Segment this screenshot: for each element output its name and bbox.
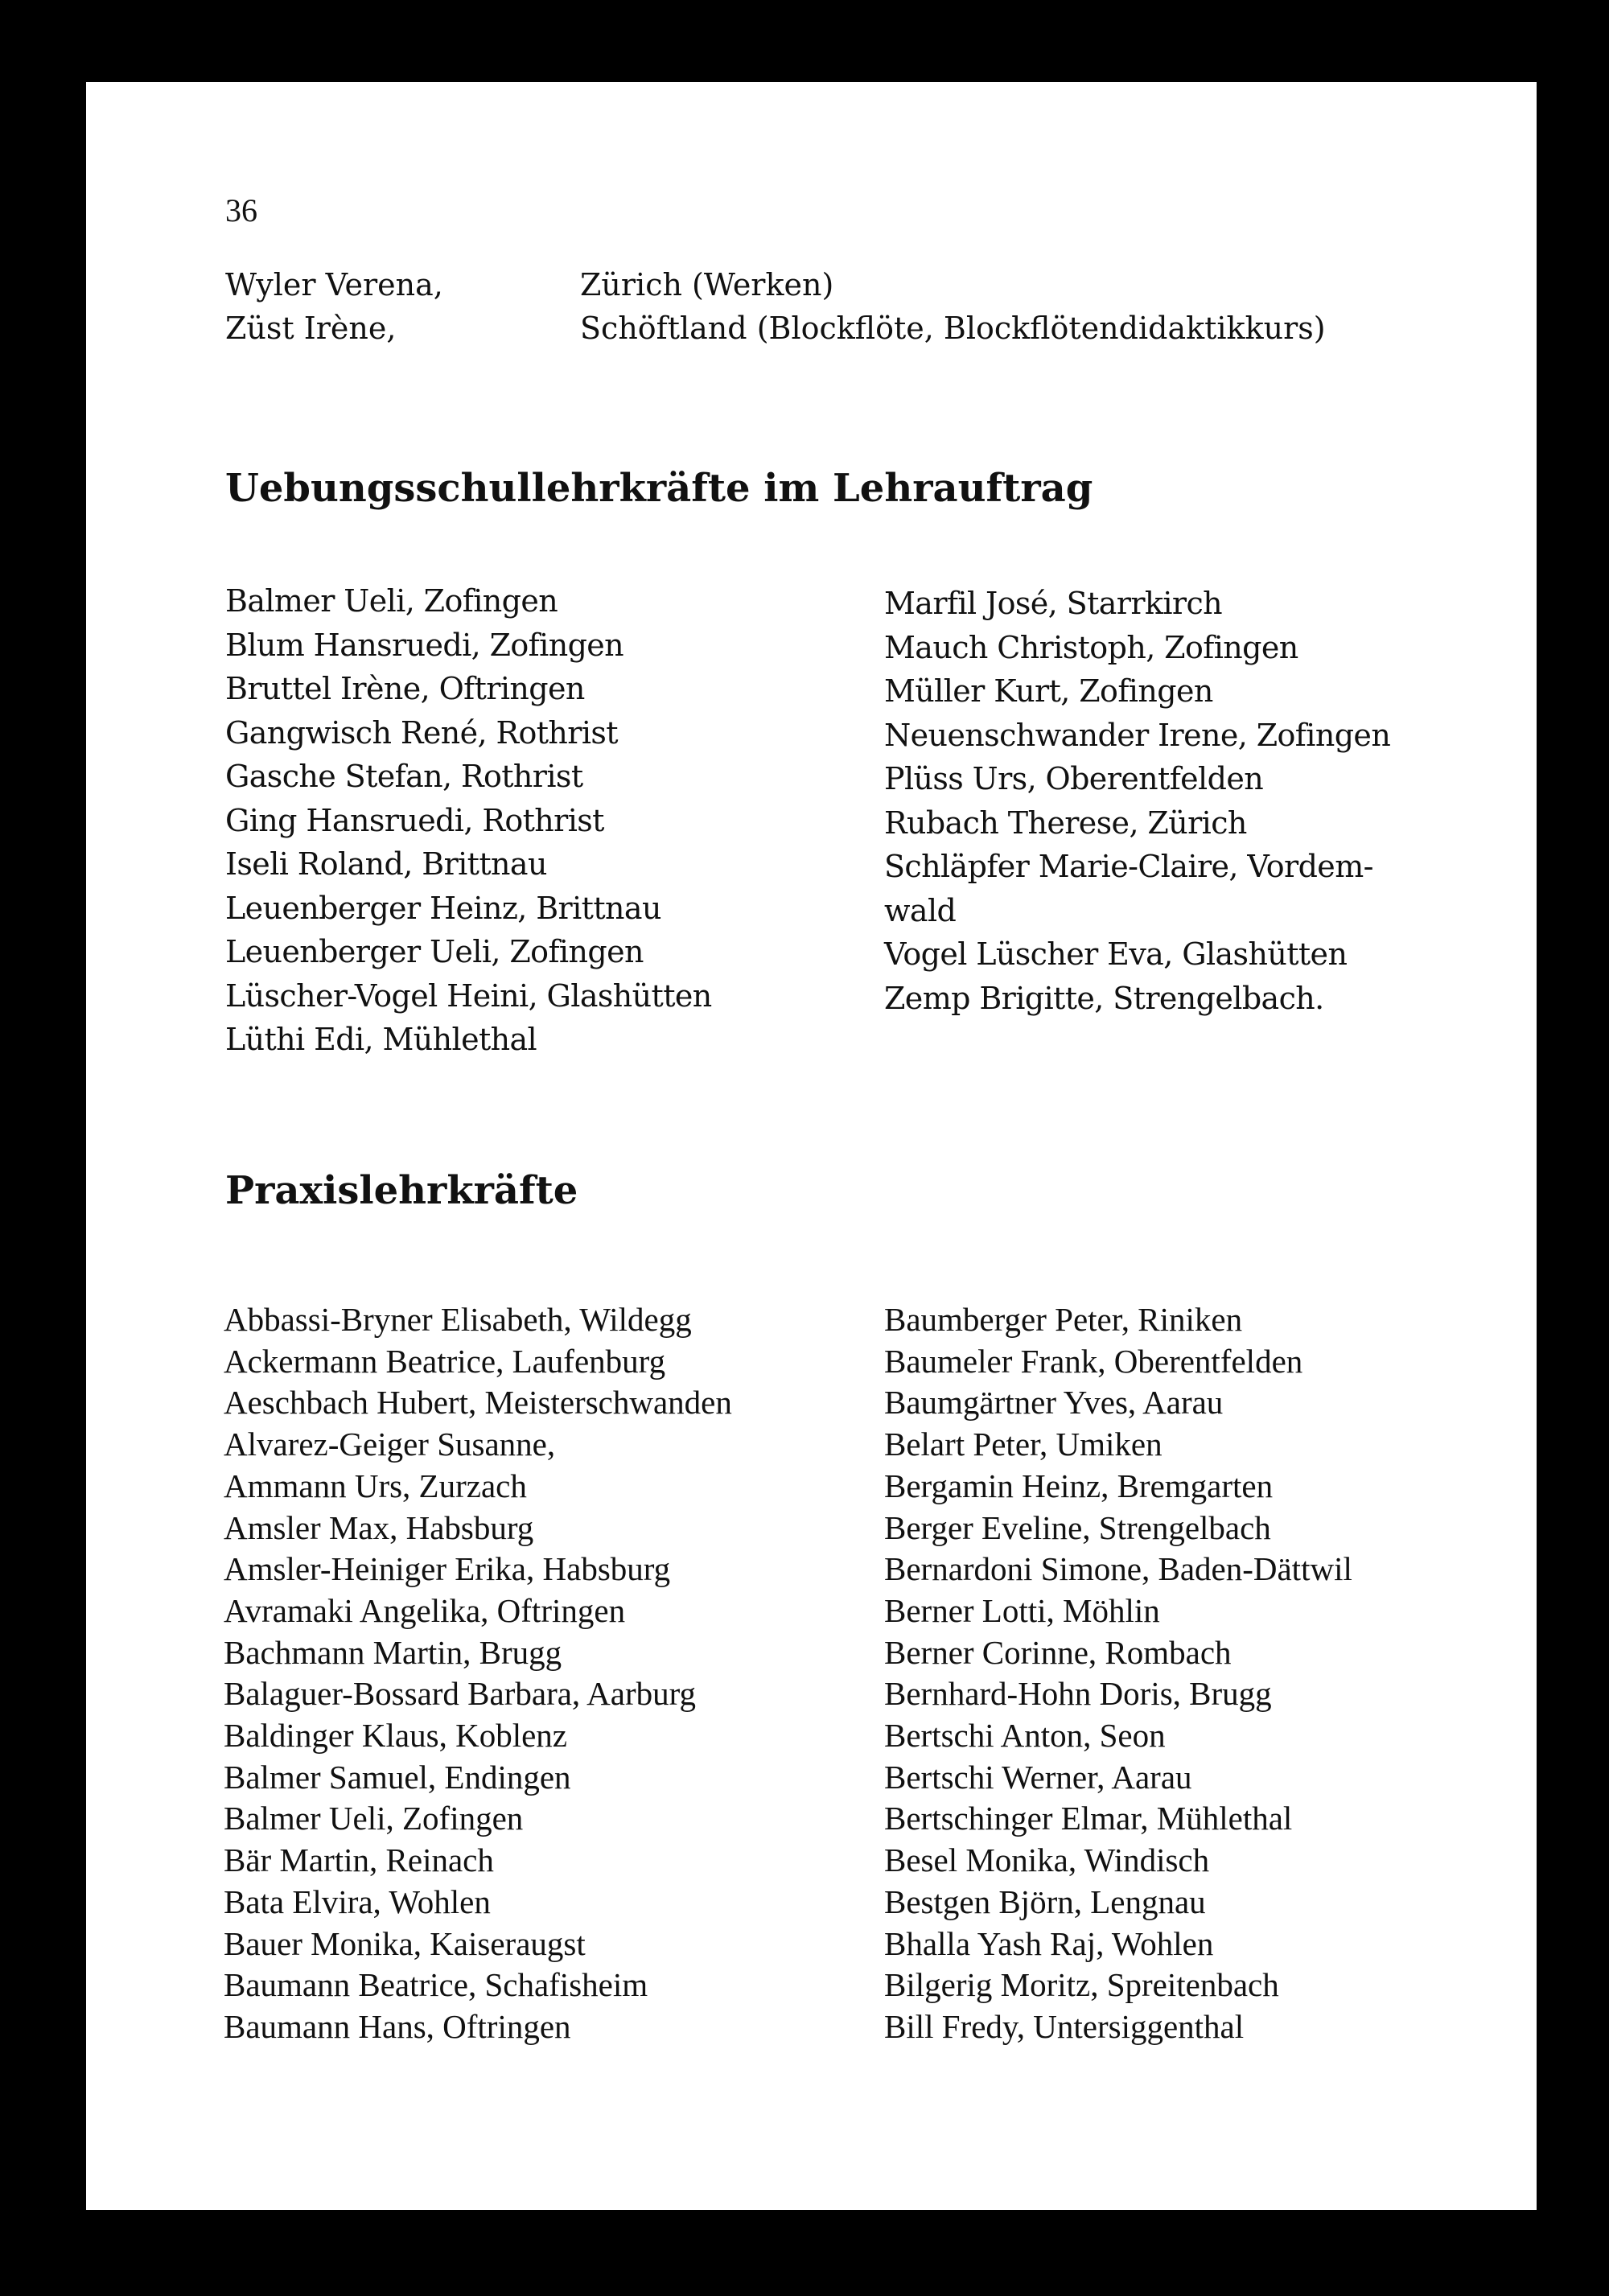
list-item: Bestgen Björn, Lengnau bbox=[884, 1882, 1206, 1920]
list-item: Bergamin Heinz, Bremgarten bbox=[884, 1467, 1274, 1504]
list-item: Ackermann Beatrice, Laufenburg bbox=[224, 1342, 666, 1380]
list-item: Baldinger Klaus, Koblenz bbox=[224, 1717, 567, 1755]
list-item: Plüss Urs, Oberentfelden bbox=[884, 761, 1264, 796]
section-heading-praxis: Praxislehrkräfte bbox=[225, 1168, 578, 1213]
list-item: Schläpfer Marie-Claire, Vordem- bbox=[884, 849, 1373, 884]
list-item: Bruttel Irène, Oftringen bbox=[225, 671, 585, 706]
list-item: Balmer Ueli, Zofingen bbox=[224, 1800, 524, 1837]
document-page bbox=[86, 82, 1537, 2210]
list-item: Berner Lotti, Möhlin bbox=[884, 1591, 1160, 1629]
list-item: Bill Fredy, Untersiggenthal bbox=[884, 2007, 1245, 2045]
list-item: Mauch Christoph, Zofingen bbox=[884, 629, 1298, 665]
list-item: Bär Martin, Reinach bbox=[224, 1841, 494, 1879]
list-item: Bauer Monika, Kaiseraugst bbox=[224, 1924, 586, 1962]
list-item: Baumgärtner Yves, Aarau bbox=[884, 1384, 1224, 1422]
praxis-list-left bbox=[224, 1299, 732, 2048]
list-item: Balmer Ueli, Zofingen bbox=[225, 583, 558, 619]
list-item: Marfil José, Starrkirch bbox=[884, 586, 1223, 621]
list-item: Berger Eveline, Strengelbach bbox=[884, 1508, 1271, 1546]
list-item: Baumeler Frank, Oberentfelden bbox=[884, 1342, 1303, 1380]
list-item: Iseli Roland, Brittnau bbox=[225, 846, 547, 882]
list-item: Baumann Beatrice, Schafisheim bbox=[224, 1966, 648, 2004]
list-item: Gangwisch René, Rothrist bbox=[225, 714, 618, 751]
list-item: Lüthi Edi, Mühlethal bbox=[225, 1022, 537, 1057]
list-item: Bata Elvira, Wohlen bbox=[224, 1882, 491, 1920]
teacher-place: Zürich (Werken) bbox=[580, 267, 834, 302]
list-item: Zemp Brigitte, Strengelbach. bbox=[884, 980, 1324, 1016]
teacher-place: Schöftland (Blockflöte, Blockflötendidaktikkurs) bbox=[580, 311, 1326, 346]
list-item: Belart Peter, Umiken bbox=[884, 1426, 1163, 1463]
list-item: Aeschbach Hubert, Meisterschwanden bbox=[224, 1384, 732, 1422]
uebungsschule-list-left bbox=[225, 579, 712, 1062]
list-item: Bertschi Anton, Seon bbox=[884, 1717, 1166, 1755]
list-item: Avramaki Angelika, Oftringen bbox=[224, 1591, 626, 1629]
list-item: Bertschi Werner, Aarau bbox=[884, 1758, 1192, 1796]
list-item: Ging Hansruedi, Rothrist bbox=[225, 802, 604, 838]
list-item: Baumberger Peter, Riniken bbox=[884, 1301, 1243, 1338]
praxis-list-right bbox=[884, 1299, 1352, 2048]
list-item: wald bbox=[884, 892, 957, 928]
list-item: Abbassi-Bryner Elisabeth, Wildegg bbox=[224, 1301, 692, 1338]
list-item: Rubach Therese, Zürich bbox=[884, 804, 1247, 841]
list-item: Besel Monika, Windisch bbox=[884, 1841, 1210, 1879]
list-item: Bachmann Martin, Brugg bbox=[224, 1633, 562, 1671]
uebungsschule-list-right bbox=[884, 582, 1390, 1020]
list-item: Baumann Hans, Oftringen bbox=[224, 2007, 571, 2045]
list-item: Balmer Samuel, Endingen bbox=[224, 1758, 571, 1796]
page-number: 36 bbox=[225, 192, 257, 228]
list-item: Berner Corinne, Rombach bbox=[884, 1633, 1232, 1671]
list-item: Gasche Stefan, Rothrist bbox=[225, 759, 583, 794]
list-item: Bertschinger Elmar, Mühlethal bbox=[884, 1800, 1293, 1837]
list-item: Leuenberger Ueli, Zofingen bbox=[225, 934, 644, 969]
list-item: Lüscher-Vogel Heini, Glashütten bbox=[225, 977, 712, 1014]
teacher-name: Wyler Verena, bbox=[225, 267, 443, 302]
list-item: Amsler Max, Habsburg bbox=[224, 1508, 534, 1546]
list-item: Bernhard-Hohn Doris, Brugg bbox=[884, 1675, 1272, 1713]
teacher-name: Züst Irène, bbox=[225, 311, 397, 346]
list-item: Neuenschwander Irene, Zofingen bbox=[884, 717, 1391, 753]
list-item: Bernardoni Simone, Baden-Dättwil bbox=[884, 1550, 1352, 1588]
list-item: Ammann Urs, Zurzach bbox=[224, 1467, 527, 1504]
list-item: Amsler-Heiniger Erika, Habsburg bbox=[224, 1550, 671, 1588]
list-item: Leuenberger Heinz, Brittnau bbox=[225, 890, 661, 926]
list-item: Blum Hansruedi, Zofingen bbox=[225, 627, 624, 663]
list-item: Bilgerig Moritz, Spreitenbach bbox=[884, 1966, 1279, 2004]
section-heading-uebungsschule: Uebungsschullehrkräfte im Lehrauftrag bbox=[225, 466, 1093, 511]
list-item: Alvarez-Geiger Susanne, bbox=[224, 1426, 556, 1463]
list-item: Müller Kurt, Zofingen bbox=[884, 673, 1213, 709]
list-item: Bhalla Yash Raj, Wohlen bbox=[884, 1924, 1214, 1962]
list-item: Balaguer-Bossard Barbara, Aarburg bbox=[224, 1675, 697, 1713]
list-item: Vogel Lüscher Eva, Glashütten bbox=[884, 936, 1348, 972]
